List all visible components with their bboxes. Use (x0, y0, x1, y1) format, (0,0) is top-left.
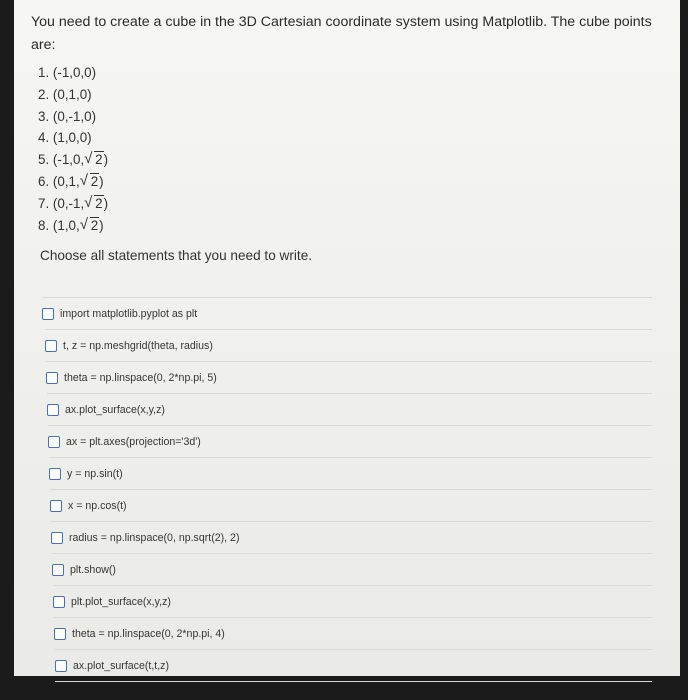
question-text: You need to create a cube in the 3D Cartesian coordinate system using Matplotlib. The cube points are: (31, 14, 652, 53)
sqrt-symbol: √ 2 (84, 150, 103, 168)
checkbox[interactable] (46, 372, 58, 384)
question-sheet (14, 0, 680, 676)
point-item: 7. (0,-1, √ 2) (38, 193, 108, 215)
checkbox[interactable] (55, 660, 67, 672)
sqrt-symbol: √ 2 (79, 171, 99, 189)
option-import-pyplot[interactable]: import matplotlib.pyplot as plt (42, 297, 652, 329)
checkbox[interactable] (49, 468, 61, 480)
option-radius-linspace[interactable]: radius = np.linspace(0, np.sqrt(2), 2) (51, 521, 652, 553)
option-ax-plot-surface-xyz[interactable]: ax.plot_surface(x,y,z) (47, 393, 652, 425)
options-list (42, 297, 652, 682)
checkbox[interactable] (50, 500, 62, 512)
sqrt-symbol: √ 2 (79, 215, 99, 233)
option-theta-linspace-4[interactable]: theta = np.linspace(0, 2*np.pi, 4) (54, 617, 652, 649)
option-theta-linspace-5[interactable]: theta = np.linspace(0, 2*np.pi, 5) (46, 361, 652, 393)
point-item: 4. (1,0,0) (38, 130, 92, 146)
instruction-text: Choose all statements that you need to write. (40, 248, 313, 263)
option-x-cos[interactable]: x = np.cos(t) (50, 489, 652, 521)
sqrt-symbol: √ 2 (84, 193, 103, 211)
point-item: 8. (1,0, √ 2) (38, 215, 108, 237)
option-y-sin[interactable]: y = np.sin(t) (49, 457, 652, 489)
checkbox[interactable] (48, 436, 60, 448)
point-item: 5. (-1,0, √ 2) (38, 149, 108, 171)
checkbox[interactable] (51, 532, 63, 544)
option-plt-plot-surface[interactable]: plt.plot_surface(x,y,z) (53, 585, 652, 617)
checkbox[interactable] (52, 564, 64, 576)
option-ax-axes-3d[interactable]: ax = plt.axes(projection='3d') (48, 425, 652, 457)
checkbox[interactable] (47, 404, 59, 416)
cube-points-list (38, 62, 108, 236)
point-item: 1. (-1,0,0) (38, 65, 97, 80)
option-meshgrid[interactable]: t, z = np.meshgrid(theta, radius) (45, 329, 652, 361)
checkbox[interactable] (45, 340, 57, 352)
point-item: 6. (0,1, √ 2) (38, 171, 108, 193)
option-ax-plot-surface-ttz[interactable]: ax.plot_surface(t,t,z) (55, 649, 652, 682)
checkbox[interactable] (53, 596, 65, 608)
point-item: 3. (0,-1,0) (38, 108, 97, 124)
checkbox[interactable] (42, 308, 54, 320)
point-item: 2. (0,1,0) (38, 86, 92, 102)
option-plt-show[interactable]: plt.show() (52, 553, 652, 585)
checkbox[interactable] (54, 628, 66, 640)
